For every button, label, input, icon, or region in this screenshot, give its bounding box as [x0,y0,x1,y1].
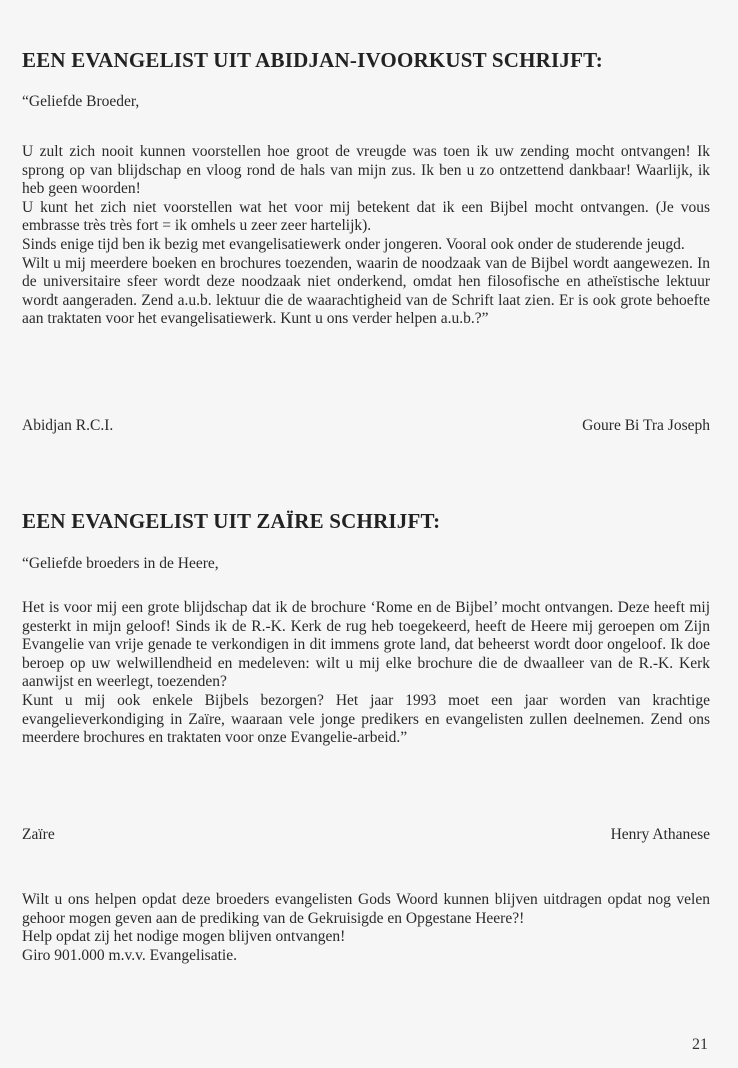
letter1-body [22,143,710,329]
closing-line: Giro 901.000 m.v.v. Evangelisatie. [22,946,237,964]
letter1-salutation-text: “Geliefde Broeder, [22,93,140,110]
closing-appeal [22,891,710,965]
letter1-place: Abidjan R.C.I. [22,417,114,434]
letter1-salutation [22,93,710,112]
closing-line: Wilt u ons helpen opdat deze broeders evangelisten Gods Woord kunnen blijven uitdragen opdat nog velen gehoor mogen geven aan de prediking van de Gekruisigde en Opgestane Heere?! [22,891,710,927]
letter1-author: Goure Bi Tra Joseph [582,417,710,434]
letter2-title: EEN EVANGELIST UIT ZAÏRE SCHRIJFT: [22,509,441,533]
letter2-salutation-text: “Geliefde broeders in de Heere, [22,555,219,572]
letter1-paragraph: U kunt het zich niet voorstellen wat het voor mij betekent dat ik een Bijbel mocht ontvangen. (Je vous embrasse très très fort = ik omhels u zeer zeer hartelijk). [22,198,710,235]
letter1-signature [22,417,710,436]
page-number: 21 [692,1036,708,1053]
letter2-body [22,599,710,748]
letter2-author: Henry Athanese [610,826,710,843]
closing-line: Help opdat zij het nodige mogen blijven ontvangen! [22,928,346,946]
letter1-paragraph: Sinds enige tijd ben ik bezig met evangelisatiewerk onder jongeren. Vooral ook onder de studerende jeugd. [22,235,685,253]
letter2-paragraph: Kunt u mij ook enkele Bijbels bezorgen? Het jaar 1993 moet een jaar worden van krachtige evangelieverkondiging in Zaïre, waaraan vele jonge predikers en evangelisten zullen deelnemen. Zend ons meerdere brochures en traktaten voor onze Evangelie-arbeid.” [22,691,710,747]
letter2-paragraph: Het is voor mij een grote blijdschap dat ik de brochure ‘Rome en de Bijbel’ mocht ontvangen. Deze heeft mij gesterkt in mijn geloof! Sinds ik de R.-K. Kerk de rug heb toegekeerd, heeft de Heere mij geroepen om Zijn Evangelie van vrije genade te verkondigen in dit immens grote land, dat beheerst wordt door ongeloof. Ik doe beroep op uw welwillendheid en medeleven: wilt u mij elke brochure die de dwaalleer van de R.-K. Kerk aanwijst en weerlegt, toezenden? [22,599,710,691]
letter1-title: EEN EVANGELIST UIT ABIDJAN-IVOORKUST SCHRIJFT: [22,48,603,72]
letter1-paragraph: U zult zich nooit kunnen voorstellen hoe groot de vreugde was toen ik uw zending mocht ontvangen! Ik sprong op van blijdschap en vloog rond de hals van mijn zus. Ik ben u zo ontzettend dankbaar! Waarlijk, ik heb geen woorden! [22,143,710,198]
letter2-salutation [22,555,710,574]
letter1-paragraph: Wilt u mij meerdere boeken en brochures toezenden, waarin de noodzaak van de Bijbel wordt aangewezen. In de universitaire sfeer wordt deze noodzaak niet onderkend, omdat hen filosofische en atheïstische lektuur wordt aangeraden. Zend a.u.b. lektuur die de waarachtigheid van de Schrift laat zien. Er is ook grote behoefte aan traktaten voor het evangelisatiewerk. Kunt u ons verder helpen a.u.b.?” [22,254,710,328]
page [22,0,710,1068]
letter2-place: Zaïre [22,826,55,843]
letter2-signature [22,826,710,845]
